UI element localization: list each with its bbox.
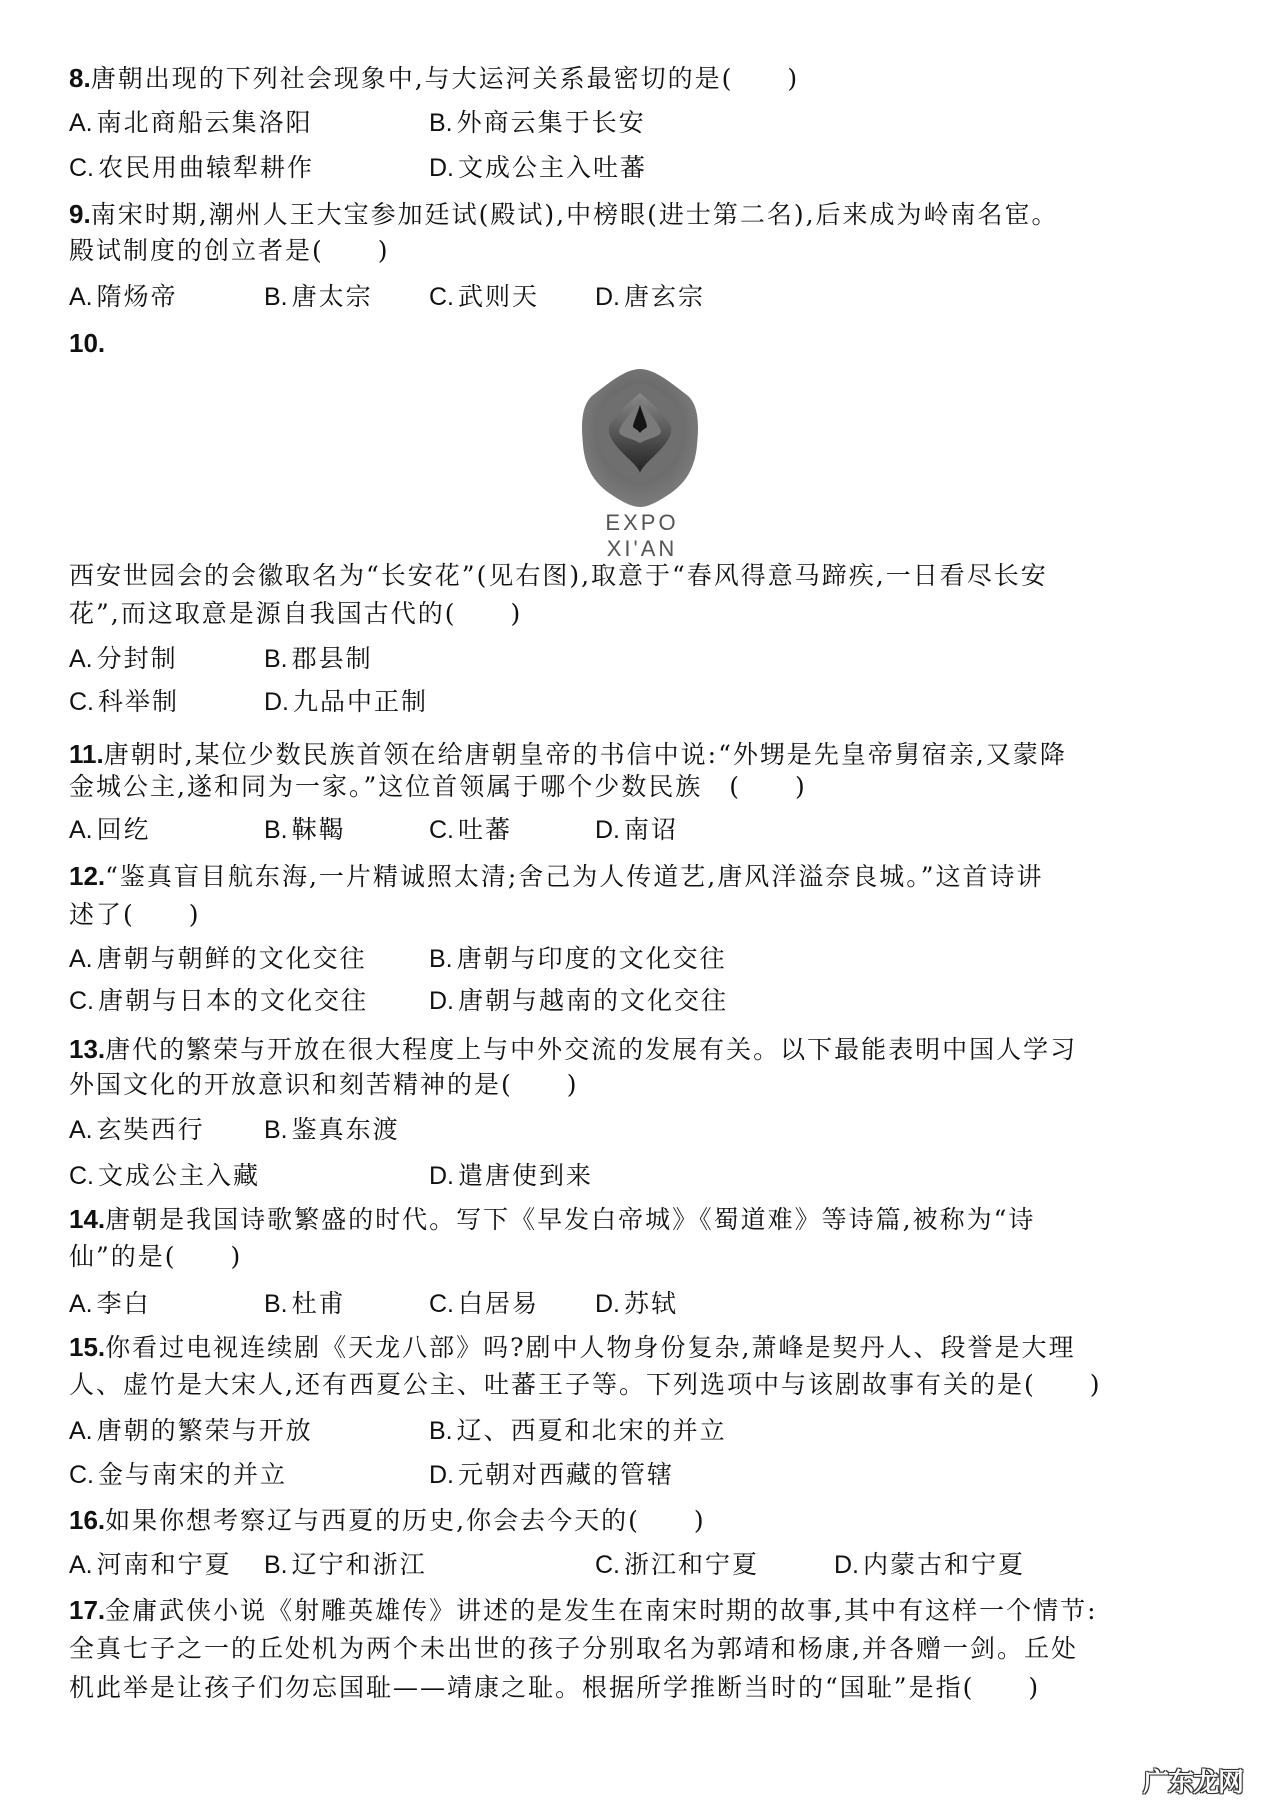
option-letter: D. [595,283,620,311]
question-number: 12. [69,861,106,891]
option-text: 农民用曲辕犁耕作 [98,153,315,182]
option-letter: C. [595,1551,620,1579]
option-11d [595,813,678,847]
option-text: 唐玄宗 [624,282,706,311]
option-letter: C. [429,283,454,311]
question-10-stem-line2: 花”,而这取意是源自我国古代的( ) [69,599,523,628]
question-16-stem [69,1503,706,1538]
option-13d [429,1159,593,1193]
option-letter: D. [429,987,454,1015]
question-text: 唐代的繁荣与开放在很大程度上与中外交流的发展有关。以下最能表明中国人学习 [105,1035,1078,1064]
question-number: 10. [69,328,106,358]
option-text: 外商云集于长安 [456,108,646,137]
option-text: 文成公主入藏 [98,1161,261,1190]
question-10-stem: 西安世园会的会徽取名为“长安花”(见右图),取意于“春风得意马蹄疾,一日看尽长安 [69,561,1048,590]
option-9d [595,280,705,314]
option-8c [69,151,314,185]
option-11b [264,813,346,847]
question-9-stem [69,197,1059,232]
option-letter: A. [69,1417,93,1445]
option-15b [429,1414,727,1448]
option-text: 遣唐使到来 [458,1161,594,1190]
option-text: 分封制 [96,644,178,673]
question-text: 南宋时期,潮州人王大宝参加廷试(殿试),中榜眼(进士第二名),后来成为岭南名宦。 [90,200,1059,229]
option-12c [69,984,368,1018]
question-14-stem-line2: 仙”的是( ) [69,1242,243,1271]
question-text: 金庸武侠小说《射雕英雄传》讲述的是发生在南宋时期的故事,其中有这样一个情节: [105,1596,1098,1625]
option-text: 元朝对西藏的管辖 [458,1460,675,1489]
option-letter: D. [429,1162,454,1190]
option-16d [834,1548,1025,1582]
question-17-stem [69,1593,1098,1628]
option-text: 河南和宁夏 [96,1550,232,1579]
option-letter: C. [429,1290,454,1318]
option-15d [429,1458,674,1492]
question-15-stem-line2: 人、虚竹是大宋人,还有西夏公主、吐蕃王子等。下列选项中与该剧故事有关的是( ) [69,1370,1102,1399]
option-11a [69,813,151,847]
question-number: 8. [69,63,91,93]
option-15a [69,1414,313,1448]
option-text: 唐朝与越南的文化交往 [458,986,729,1015]
option-text: 白居易 [458,1289,540,1318]
option-letter: B. [429,109,453,137]
option-letter: D. [429,1461,454,1489]
option-letter: B. [264,1551,288,1579]
option-letter: A. [69,1116,93,1144]
question-text: 你看过电视连续剧《天龙八部》吗?剧中人物身份复杂,萧峰是契丹人、段誉是大理 [105,1333,1076,1362]
option-13a [69,1113,205,1147]
option-8d [429,151,647,185]
option-text: 金与南宋的并立 [98,1460,288,1489]
site-watermark: 广东龙网 [1143,1768,1244,1798]
option-letter: B. [264,1116,288,1144]
option-letter: A. [69,816,93,844]
option-text: 吐蕃 [458,815,513,844]
question-text: 唐朝时,某位少数民族首领在给唐朝皇帝的书信中说:“外甥是先皇帝舅宿亲,又蒙降 [103,740,1067,769]
option-letter: C. [69,1461,94,1489]
question-12-stem [69,859,1044,894]
question-number: 14. [69,1204,106,1234]
option-16c [595,1548,759,1582]
option-text: 辽、西夏和北宋的并立 [456,1416,727,1445]
option-letter: A. [69,945,93,973]
option-14a [69,1287,151,1321]
option-text: 南诏 [624,815,679,844]
question-10-number [69,326,105,361]
option-text: 郡县制 [291,644,373,673]
question-8-stem [69,61,799,96]
question-number: 13. [69,1034,106,1064]
option-letter: D. [429,154,454,182]
question-17-stem-line3: 机此举是让孩子们勿忘国耻——靖康之耻。根据所学推断当时的“国耻”是指( ) [69,1673,1041,1702]
option-letter: D. [834,1551,859,1579]
option-text: 文成公主入吐蕃 [458,153,648,182]
option-13b [264,1113,400,1147]
option-text: 辽宁和浙江 [291,1550,427,1579]
option-text: 南北商船云集洛阳 [96,108,313,137]
question-9-stem-line2: 殿试制度的创立者是( ) [69,236,390,265]
question-11-stem [69,737,1067,772]
option-letter: C. [69,154,94,182]
option-10a [69,642,178,676]
option-8b [429,106,646,140]
option-text: 回纥 [96,815,151,844]
option-letter: B. [429,945,453,973]
option-letter: A. [69,1290,93,1318]
question-12-stem-line2: 述了( ) [69,900,201,929]
option-text: 科举制 [98,687,180,716]
option-text: 唐太宗 [291,282,373,311]
option-9b [264,280,373,314]
option-letter: A. [69,645,93,673]
option-letter: A. [69,109,93,137]
option-text: 靺鞨 [291,815,346,844]
question-17-stem-line2: 全真七子之一的丘处机为两个未出世的孩子分别取名为郭靖和杨康,并各赠一剑。丘处 [69,1634,1078,1663]
option-letter: C. [69,688,94,716]
question-number: 11. [69,739,104,769]
question-number: 9. [69,199,91,229]
option-16b [264,1548,427,1582]
option-8a [69,106,313,140]
question-number: 15. [69,1332,106,1362]
option-letter: C. [429,816,454,844]
option-13c [69,1159,260,1193]
option-text: 九品中正制 [293,687,429,716]
option-10b [264,642,373,676]
question-14-stem [69,1202,1035,1237]
option-text: 玄奘西行 [96,1115,205,1144]
option-text: 李白 [96,1289,151,1318]
option-letter: D. [264,688,289,716]
expo-xian-logo-text: EXPO XI'AN [605,510,679,561]
option-text: 鉴真东渡 [291,1115,400,1144]
option-11c [429,813,512,847]
option-text: 杜甫 [291,1289,346,1318]
option-letter: B. [264,283,288,311]
option-16a [69,1548,232,1582]
question-11-stem-line2: 金城公主,遂和同为一家。”这位首领属于哪个少数民族 ( ) [69,772,807,801]
option-letter: B. [264,645,288,673]
option-text: 唐朝与印度的文化交往 [456,944,727,973]
option-letter: C. [69,1162,94,1190]
question-13-stem [69,1032,1077,1067]
expo-xian-logo-icon [575,365,705,510]
question-number: 17. [69,1595,106,1625]
option-10c [69,685,179,719]
option-14c [429,1287,539,1321]
option-12b [429,942,727,976]
option-15c [69,1458,287,1492]
option-text: 唐朝的繁荣与开放 [96,1416,313,1445]
option-text: 内蒙古和宁夏 [863,1550,1026,1579]
option-14b [264,1287,346,1321]
question-15-stem [69,1330,1076,1365]
option-text: 武则天 [458,282,540,311]
option-14d [595,1287,678,1321]
option-letter: D. [595,816,620,844]
question-text: “鉴真盲目航东海,一片精诚照太清;舍己为人传道艺,唐风洋溢奈良城。”这首诗讲 [105,862,1044,891]
option-text: 苏轼 [624,1289,679,1318]
option-letter: D. [595,1290,620,1318]
question-text: 唐朝出现的下列社会现象中,与大运河关系最密切的是( ) [90,64,800,93]
question-13-stem-line2: 外国文化的开放意识和刻苦精神的是( ) [69,1070,579,1099]
option-letter: B. [429,1417,453,1445]
option-text: 隋炀帝 [96,282,178,311]
option-letter: A. [69,1551,93,1579]
option-letter: B. [264,816,288,844]
option-text: 唐朝与日本的文化交往 [98,986,369,1015]
question-text: 如果你想考察辽与西夏的历史,你会去今天的( ) [105,1506,706,1535]
question-text: 唐朝是我国诗歌繁盛的时代。写下《早发白帝城》《蜀道难》等诗篇,被称为“诗 [105,1205,1036,1234]
option-text: 唐朝与朝鲜的文化交往 [96,944,367,973]
option-letter: B. [264,1290,288,1318]
option-12d [429,984,728,1018]
option-12a [69,942,367,976]
option-letter: A. [69,283,93,311]
option-letter: C. [69,987,94,1015]
option-10d [264,685,428,719]
option-9c [429,280,539,314]
option-text: 浙江和宁夏 [624,1550,760,1579]
option-9a [69,280,178,314]
question-number: 16. [69,1505,106,1535]
